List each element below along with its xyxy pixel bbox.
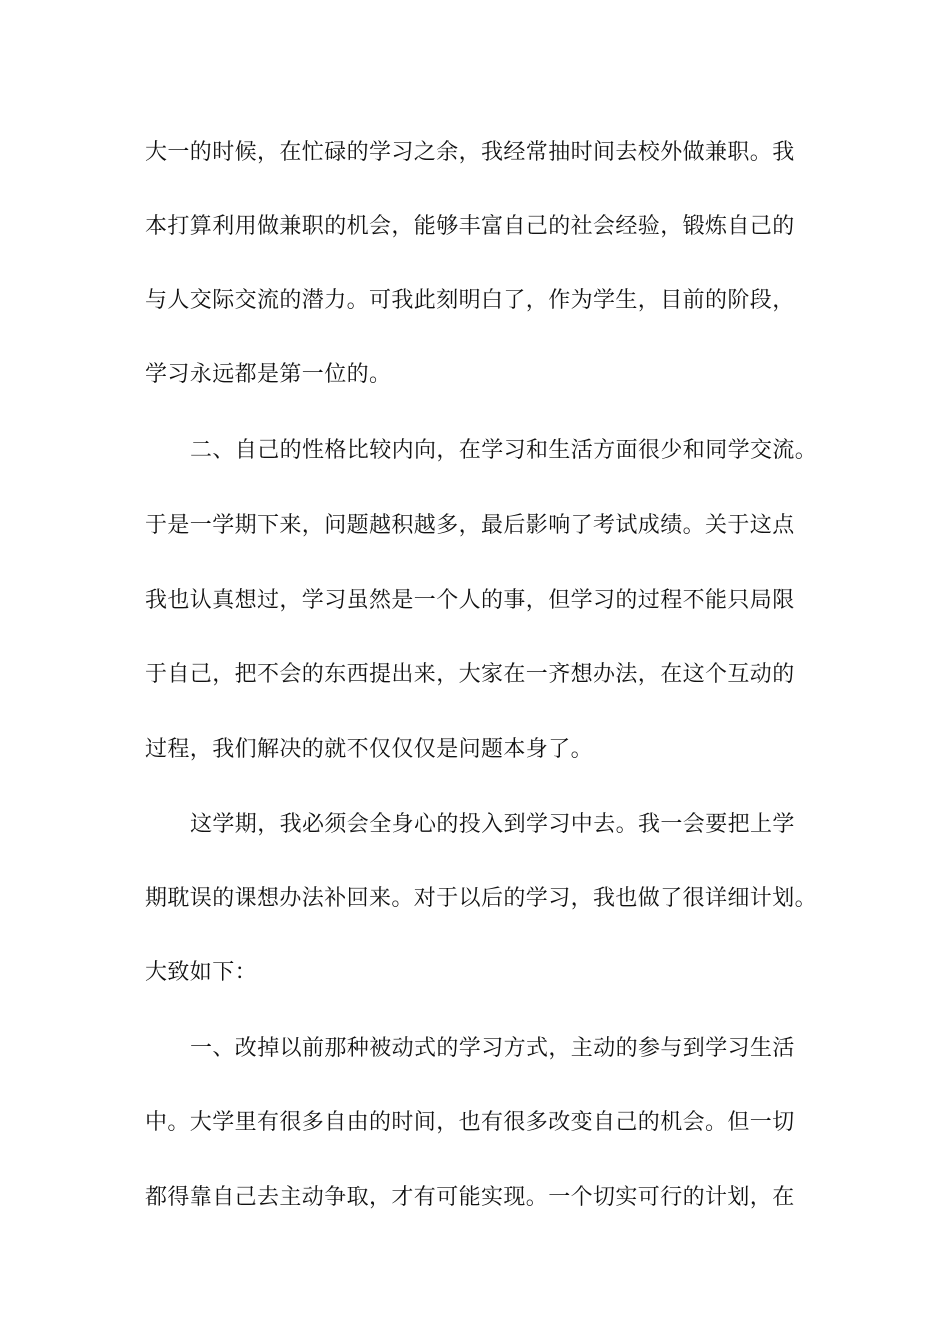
text-line-11: 期耽误的课想办法补回来。对于以后的学习，我也做了很详细计划。 [145,886,818,911]
text-line-7: 我也认真想过，学习虽然是一个人的事，但学习的过程不能只局限 [145,588,795,613]
text-line-4: 学习永远都是第一位的。 [145,362,392,387]
text-line-2: 本打算利用做兼职的机会，能够丰富自己的社会经验，锻炼自己的 [145,214,795,239]
text-line-12: 大致如下： [145,960,258,985]
paragraph-start-line-10: 这学期，我必须会全身心的投入到学习中去。我一会要把上学 [190,812,795,837]
text-line-1: 大一的时候，在忙碌的学习之余，我经常抽时间去校外做兼职。我 [145,140,795,165]
paragraph-start-line-13: 一、改掉以前那种被动式的学习方式，主动的参与到学习生活 [190,1036,795,1061]
text-line-6: 于是一学期下来，问题越积越多，最后影响了考试成绩。关于这点 [145,513,795,538]
text-line-9: 过程，我们解决的就不仅仅仅是问题本身了。 [145,737,594,762]
paragraph-start-line-5: 二、自己的性格比较内向，在学习和生活方面很少和同学交流。 [190,438,818,463]
text-line-3: 与人交际交流的潜力。可我此刻明白了，作为学生，目前的阶段， [145,288,795,313]
text-line-8: 于自己，把不会的东西提出来，大家在一齐想办法，在这个互动的 [145,662,795,687]
text-line-15: 都得靠自己去主动争取，才有可能实现。一个切实可行的计划，在 [145,1185,795,1210]
text-line-14: 中。大学里有很多自由的时间，也有很多改变自己的机会。但一切 [145,1110,795,1135]
